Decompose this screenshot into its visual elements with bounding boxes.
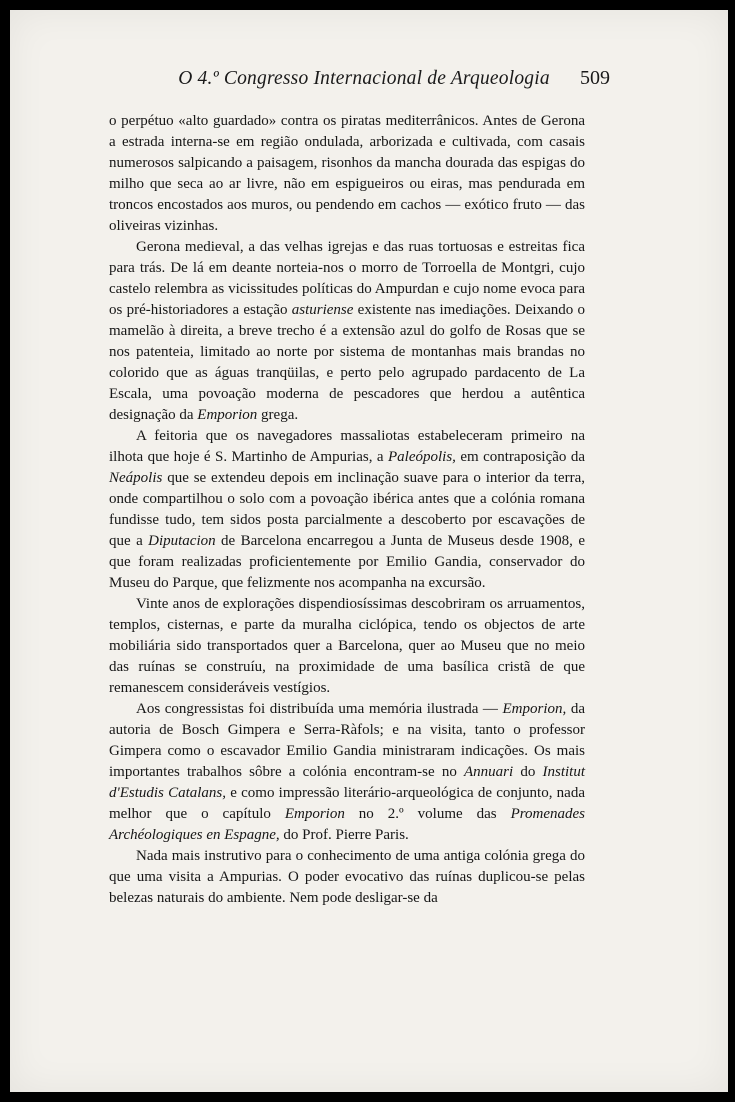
paragraph-5: Aos congressistas foi distribuída uma memória ilustrada — Emporion, da autoria de Bosch Gimpera e Serra-Ràfols; e na visita, tanto o professor Gimpera como o escavador Emilio Gandia ministraram indicações. Os mais importantes trabalhos sôbre a colónia encontram-se no Annuari do Institut d'Estudis Catalans, e como impressão literário-arqueológica de conjunto, nada melhor que o capítulo Emporion no 2.º volume das Promenades Archéologiques en Espagne, do Prof. Pierre Paris. bbox=[109, 701, 586, 843]
paragraph-3: A feitoria que os navegadores massaliotas estabeleceram primeiro na ilhota que hoje é S. Martinho de Ampurias, a Paleópolis, em contraposição da Neápolis que se extendeu depois em inclinação suave para o interior da terra, onde compartilhou o solo com a povoação ibérica antes que a colónia romana fundisse tudo, tem sidos posta parcialmente a descoberto por escavações de que a Diputacion de Barcelona encarregou a Junta de Museus desde 1908, e que foram realizadas proficientemente por Emilio Gandia, conservador do Museu do Parque, que felizmente nos acompanha na excursão. bbox=[109, 428, 585, 591]
running-title: O 4.º Congresso Internacional de Arqueologia bbox=[178, 68, 550, 89]
italic-term: Diputacion bbox=[148, 533, 216, 549]
italic-term: Emporion, bbox=[502, 701, 567, 717]
body-text bbox=[109, 111, 585, 909]
page-number: 509 bbox=[580, 67, 610, 89]
page-header bbox=[110, 67, 610, 97]
italic-term: Annuari bbox=[464, 764, 514, 780]
italic-term: asturiense bbox=[291, 302, 354, 318]
italic-term: Emporion bbox=[284, 806, 345, 822]
book-page bbox=[10, 10, 728, 1092]
paragraph-2: Gerona medieval, a das velhas igrejas e das ruas tortuosas e estreitas fica para trás. De lá em deante norteia-nos o morro de Torroella de Montgri, cujo castelo relembra as vicissitudes políticas do Ampurdan e cujo nome evoca para os pré-historiadores a estação asturiense existente nas imediações. Deixando o mamelão à direita, a breve trecho é a extensão azul do golfo de Rosas que se nos patenteia, limitado ao norte por sistema de montanhas mais brandas no colorido que as águas tranqüilas, e perto pelo agrupado pardacento de La Escala, uma povoação moderna de pescadores que herdou a autêntica designação da Emporion grega. bbox=[109, 239, 585, 423]
italic-term: Institut d'Estudis Catalans, bbox=[109, 764, 585, 801]
italic-term: Emporion bbox=[197, 407, 258, 423]
paragraph-4: Vinte anos de explorações dispendiosíssimas descobriram os arruamentos, templos, cisternas, e parte da muralha ciclópica, tendo os objectos de arte mobiliária sido transportados quer a Barcelona, quer ao Museu que no meio das ruínas se construíu, na proximidade de uma basílica cristã de que remanescem consideráveis vestígios. bbox=[109, 596, 585, 696]
paragraph-6: Nada mais instrutivo para o conhecimento de uma antiga colónia grega do que uma visita a Ampurias. O poder evocativo das ruínas duplicou-se pelas belezas naturais do ambiente. Nem pode desligar-se da bbox=[109, 848, 585, 906]
italic-term: Neápolis bbox=[109, 470, 163, 486]
italic-term: Paleópolis, bbox=[388, 449, 456, 465]
italic-term: Promenades Archéologiques en Espagne, bbox=[109, 806, 586, 843]
paragraph-1: o perpétuo «alto guardado» contra os piratas mediterrânicos. Antes de Gerona a estrada interna-se em região ondulada, arborizada e cultivada, com casais numerosos salpicando a paisagem, risonhos da mancha dourada das espigas do milho que seca ao ar livre, não em espigueiros ou eiras, mas pendurada em troncos encostados aos muros, ou pendendo em cachos — exótico fruto — das oliveiras vizinhas. bbox=[109, 113, 585, 234]
